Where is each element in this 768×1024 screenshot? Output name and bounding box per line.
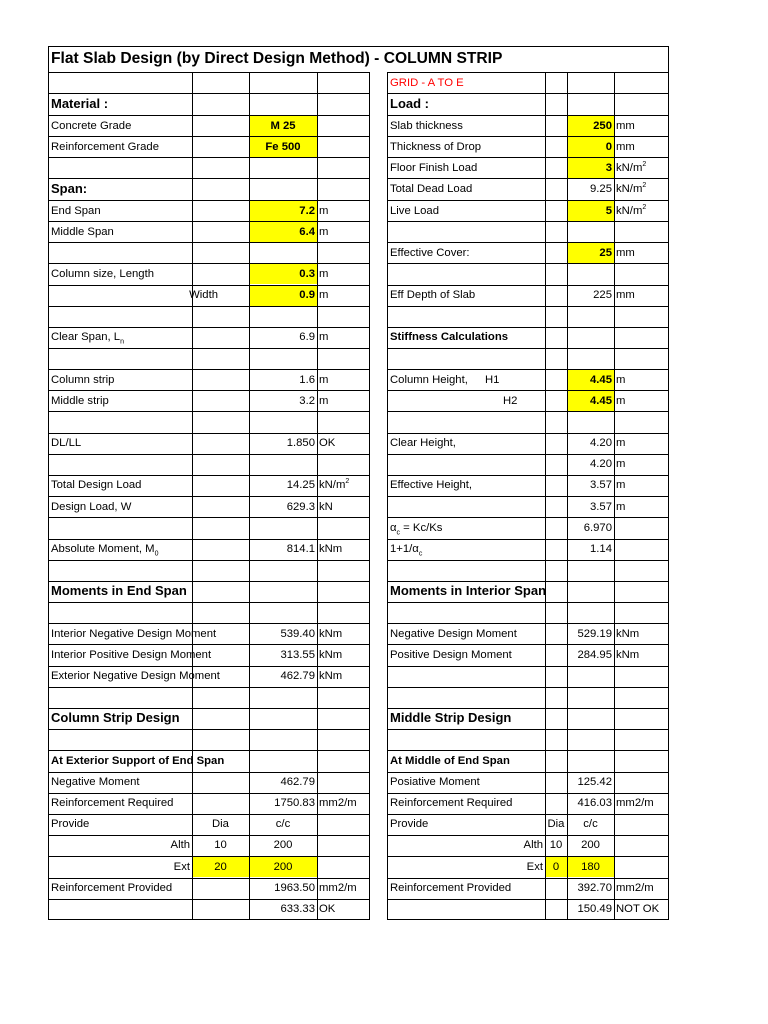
column-strip-unit: m	[319, 374, 329, 386]
grid-hline	[387, 454, 669, 455]
interior-neg-value: 529.19	[577, 628, 612, 640]
clear-height-1-unit: m	[616, 437, 626, 449]
load-heading: Load :	[390, 96, 429, 111]
cs-reinf-req-label: Reinforcement Required	[51, 797, 174, 809]
column-width-unit: m	[319, 289, 329, 301]
column-strip-label: Column strip	[51, 374, 115, 386]
design-load-label: Design Load, W	[51, 501, 132, 513]
ms-alth-label: Alth	[523, 839, 543, 851]
ext-neg-unit: kNm	[319, 670, 343, 682]
cs-cc-label: c/c	[275, 818, 291, 830]
middle-span-value[interactable]: 6.4	[299, 226, 315, 238]
grid-label: GRID - A TO E	[390, 77, 464, 89]
ext-neg-label: Exterior Negative Design Moment	[51, 670, 220, 682]
end-span-value[interactable]: 7.2	[299, 205, 315, 217]
moments-end-heading: Moments in End Span	[51, 583, 187, 598]
design-load-unit: kN	[319, 501, 333, 513]
ms-ext-dia[interactable]: 0	[552, 861, 560, 873]
column-strip-design-heading: Column Strip Design	[51, 710, 180, 725]
clear-span-label-text: Clear Span, L	[51, 331, 121, 343]
grid-hline	[387, 390, 669, 391]
grid-hline	[387, 666, 669, 667]
cs-sub-heading: At Exterior Support of End Span	[51, 755, 225, 767]
grid-hline	[48, 157, 370, 158]
live-load-label: Live Load	[390, 205, 439, 217]
grid-hline	[48, 348, 370, 349]
absolute-moment-value: 814.1	[286, 543, 315, 555]
effective-height-1-value: 3.57	[590, 479, 612, 491]
clear-span-label	[51, 327, 124, 347]
column-width-value[interactable]: 0.9	[299, 289, 315, 301]
effective-cover-label: Effective Cover:	[390, 247, 470, 259]
interior-pos-value: 284.95	[577, 649, 612, 661]
interior-pos-unit: kNm	[616, 649, 640, 661]
grid-hline	[387, 306, 669, 307]
ms-reinf-req-value: 416.03	[577, 797, 612, 809]
middle-span-unit: m	[319, 226, 329, 238]
cs-ext-cc[interactable]: 200	[273, 861, 293, 873]
design-load-value: 629.3	[286, 501, 315, 513]
effective-height-2-unit: m	[616, 501, 626, 513]
alpha-label	[390, 518, 442, 538]
cs-check-value: 633.33	[280, 903, 315, 915]
middle-strip-label: Middle strip	[51, 395, 109, 407]
ms-sub-heading: At Middle of End Span	[390, 755, 510, 767]
grid-hline	[48, 919, 370, 920]
grid-hline	[387, 814, 669, 815]
ms-check-status: NOT OK	[616, 903, 660, 915]
concrete-grade-value[interactable]: M 25	[270, 120, 296, 132]
middle-strip-design-heading: Middle Strip Design	[390, 710, 512, 725]
ms-dia-label: Dia	[547, 818, 565, 830]
grid-hline	[387, 919, 669, 920]
ms-provide-label: Provide	[390, 818, 429, 830]
drop-thickness-unit: mm	[616, 141, 635, 153]
grid-hline	[48, 687, 370, 688]
grid-hline	[387, 93, 669, 94]
alpha-label-pre: α	[390, 522, 397, 534]
interior-neg-unit: kNm	[616, 628, 640, 640]
h1-value[interactable]: 4.45	[590, 374, 612, 386]
cs-ext-label: Ext	[173, 861, 190, 873]
grid-hline	[48, 602, 370, 603]
ms-reinf-req-label: Reinforcement Required	[390, 797, 513, 809]
grid-hline	[48, 72, 370, 73]
cs-reinf-req-value: 1750.83	[274, 797, 315, 809]
floor-finish-unit-text: kN/m	[616, 162, 643, 174]
h2-unit: m	[616, 395, 626, 407]
floor-finish-value[interactable]: 3	[605, 162, 612, 174]
h1-label: H1	[485, 374, 500, 386]
cs-alth-cc[interactable]: 200	[273, 839, 293, 851]
grid-hline	[48, 517, 370, 518]
grid-vline	[317, 72, 318, 920]
absolute-moment-label	[51, 539, 159, 559]
grid-hline	[48, 560, 370, 561]
dl-ll-status: OK	[319, 437, 336, 449]
absolute-moment-subscript: 0	[154, 550, 159, 558]
grid-hline	[387, 539, 669, 540]
span-heading: Span:	[51, 181, 88, 196]
cs-reinf-req-unit: mm2/m	[319, 797, 357, 809]
middle-strip-value: 3.2	[299, 395, 315, 407]
ms-reinf-req-unit: mm2/m	[616, 797, 654, 809]
interior-pos-label: Positive Design Moment	[390, 649, 512, 661]
grid-hline	[48, 242, 370, 243]
one-plus-label-pre: 1+1/α	[390, 543, 419, 555]
ms-check-value: 150.49	[577, 903, 612, 915]
drop-thickness-value[interactable]: 0	[605, 141, 612, 153]
effective-height-1-unit: m	[616, 479, 626, 491]
grid-hline	[48, 729, 370, 730]
grid-hline	[387, 348, 669, 349]
middle-span-label: Middle Span	[51, 226, 114, 238]
effective-height-label: Effective Height,	[390, 479, 473, 491]
cs-neg-moment-label: Negative Moment	[51, 776, 140, 788]
grid-hline	[387, 263, 669, 264]
one-plus-label-sub: c	[418, 550, 423, 558]
grid-hline	[48, 178, 370, 179]
total-design-load-unit: $kN/m^2$	[319, 478, 350, 491]
middle-strip-unit: m	[319, 395, 329, 407]
material-heading: Material :	[51, 96, 109, 111]
clear-height-2-value: 4.20	[590, 458, 612, 470]
total-dead-load-unit: $kN/m^2$	[616, 182, 647, 195]
int-neg-label: Interior Negative Design Moment	[51, 628, 217, 640]
ms-reinf-prov-label: Reinforcement Provided	[390, 882, 512, 894]
one-plus-value: 1.14	[590, 543, 612, 555]
end-span-unit: m	[319, 205, 329, 217]
grid-vline	[369, 72, 370, 920]
grid-hline	[387, 496, 669, 497]
grid-hline	[387, 687, 669, 688]
column-length-unit: m	[319, 268, 329, 280]
effective-cover-value[interactable]: 25	[599, 247, 612, 259]
grid-hline	[48, 411, 370, 412]
cs-dia-label: Dia	[212, 818, 229, 830]
column-size-label: Column size, Length	[51, 268, 154, 280]
grid-vline	[48, 46, 49, 920]
interior-neg-label: Negative Design Moment	[390, 628, 517, 640]
eff-depth-label: Eff Depth of Slab	[390, 289, 476, 301]
cs-reinf-prov-label: Reinforcement Provided	[51, 882, 173, 894]
floor-finish-unit: $kN/m^2$	[616, 161, 647, 174]
cs-neg-moment-value: 462.79	[280, 776, 315, 788]
ms-alth-cc[interactable]: 200	[581, 839, 600, 851]
clear-height-1-value: 4.20	[590, 437, 612, 449]
clear-height-label: Clear Height,	[390, 437, 456, 449]
page-title: Flat Slab Design (by Direct Design Method) - COLUMN STRIP	[51, 50, 503, 67]
int-pos-unit: kNm	[319, 649, 343, 661]
grid-hline	[387, 221, 669, 222]
clear-span-unit: m	[319, 331, 329, 343]
grid-vline	[668, 46, 669, 920]
eff-depth-value: 225	[593, 289, 612, 301]
cs-reinf-prov-unit: mm2/m	[319, 882, 357, 894]
ms-pos-moment-value: 125.42	[577, 776, 612, 788]
dl-ll-label: DL/LL	[51, 437, 82, 449]
column-height-label: Column Height,	[390, 374, 468, 386]
total-dead-load-label: Total Dead Load	[390, 183, 473, 195]
reinforcement-grade-value[interactable]: Fe 500	[265, 141, 301, 153]
ext-neg-value: 462.79	[280, 670, 315, 682]
ms-reinf-prov-value: 392.70	[577, 882, 612, 894]
ms-alth-dia[interactable]: 10	[549, 839, 563, 851]
spreadsheet	[48, 46, 669, 919]
total-design-load-unit-text: kN/m	[319, 479, 346, 491]
column-strip-value: 1.6	[299, 374, 315, 386]
cs-alth-dia[interactable]: 10	[214, 839, 227, 851]
end-span-label: End Span	[51, 205, 101, 217]
h2-label: H2	[503, 395, 518, 407]
h2-value[interactable]: 4.45	[590, 395, 612, 407]
grid-vline	[545, 72, 546, 920]
alpha-label-sub: c	[396, 529, 401, 537]
ms-cc-label: c/c	[583, 818, 598, 830]
slab-thickness-value[interactable]: 250	[593, 120, 612, 132]
slab-thickness-unit: mm	[616, 120, 635, 132]
clear-span-value: 6.9	[299, 331, 315, 343]
cs-ext-dia[interactable]: 20	[214, 861, 227, 873]
ms-ext-cc[interactable]: 180	[581, 861, 600, 873]
alpha-label-post: = Kc/Ks	[400, 522, 443, 534]
cs-reinf-prov-value: 1963.50	[274, 882, 315, 894]
grid-vline	[614, 72, 615, 920]
grid-hline	[48, 306, 370, 307]
total-design-load-value: 14.25	[286, 479, 315, 491]
alpha-value: 6.970	[583, 522, 612, 534]
ms-reinf-prov-unit: mm2/m	[616, 882, 654, 894]
total-dead-load-value: 9.25	[590, 183, 612, 195]
slab-thickness-label: Slab thickness	[390, 120, 463, 132]
int-neg-unit: kNm	[319, 628, 343, 640]
grid-hline	[387, 602, 669, 603]
grid-vline	[192, 72, 193, 920]
live-load-value[interactable]: 5	[605, 205, 612, 217]
cs-alth-label: Alth	[170, 839, 190, 851]
live-load-unit: $kN/m^2$	[616, 204, 647, 217]
cs-provide-label: Provide	[51, 818, 90, 830]
total-dead-load-unit-text: kN/m	[616, 183, 643, 195]
dl-ll-value: 1.850	[286, 437, 315, 449]
moments-interior-heading: Moments in Interior Span	[390, 583, 547, 598]
column-length-value[interactable]: 0.3	[299, 268, 315, 280]
int-pos-value: 313.55	[280, 649, 315, 661]
grid-hline	[387, 560, 669, 561]
grid-hline	[387, 411, 669, 412]
absolute-moment-unit: kNm	[319, 543, 343, 555]
one-plus-label	[390, 539, 422, 559]
live-load-unit-text: kN/m	[616, 205, 643, 217]
reinforcement-grade-label: Reinforcement Grade	[51, 141, 159, 153]
grid-hline	[48, 454, 370, 455]
concrete-grade-label: Concrete Grade	[51, 120, 132, 132]
drop-thickness-label: Thickness of Drop	[390, 141, 482, 153]
clear-height-2-unit: m	[616, 458, 626, 470]
effective-cover-unit: mm	[616, 247, 635, 259]
ms-pos-moment-label: Posiative Moment	[390, 776, 480, 788]
grid-hline	[387, 729, 669, 730]
clear-span-subscript: n	[120, 338, 124, 346]
h1-unit: m	[616, 374, 626, 386]
floor-finish-label: Floor Finish Load	[390, 162, 478, 174]
absolute-moment-label-text: Absolute Moment, M	[51, 543, 155, 555]
int-pos-label: Interior Positive Design Moment	[51, 649, 212, 661]
effective-height-2-value: 3.57	[590, 501, 612, 513]
total-design-load-label: Total Design Load	[51, 479, 142, 491]
int-neg-value: 539.40	[280, 628, 315, 640]
grid-vline	[387, 72, 388, 920]
column-width-label: Width	[189, 289, 218, 301]
stiffness-heading: Stiffness Calculations	[390, 331, 509, 343]
cs-check-status: OK	[319, 903, 336, 915]
ms-ext-label: Ext	[526, 861, 543, 873]
eff-depth-unit: mm	[616, 289, 635, 301]
